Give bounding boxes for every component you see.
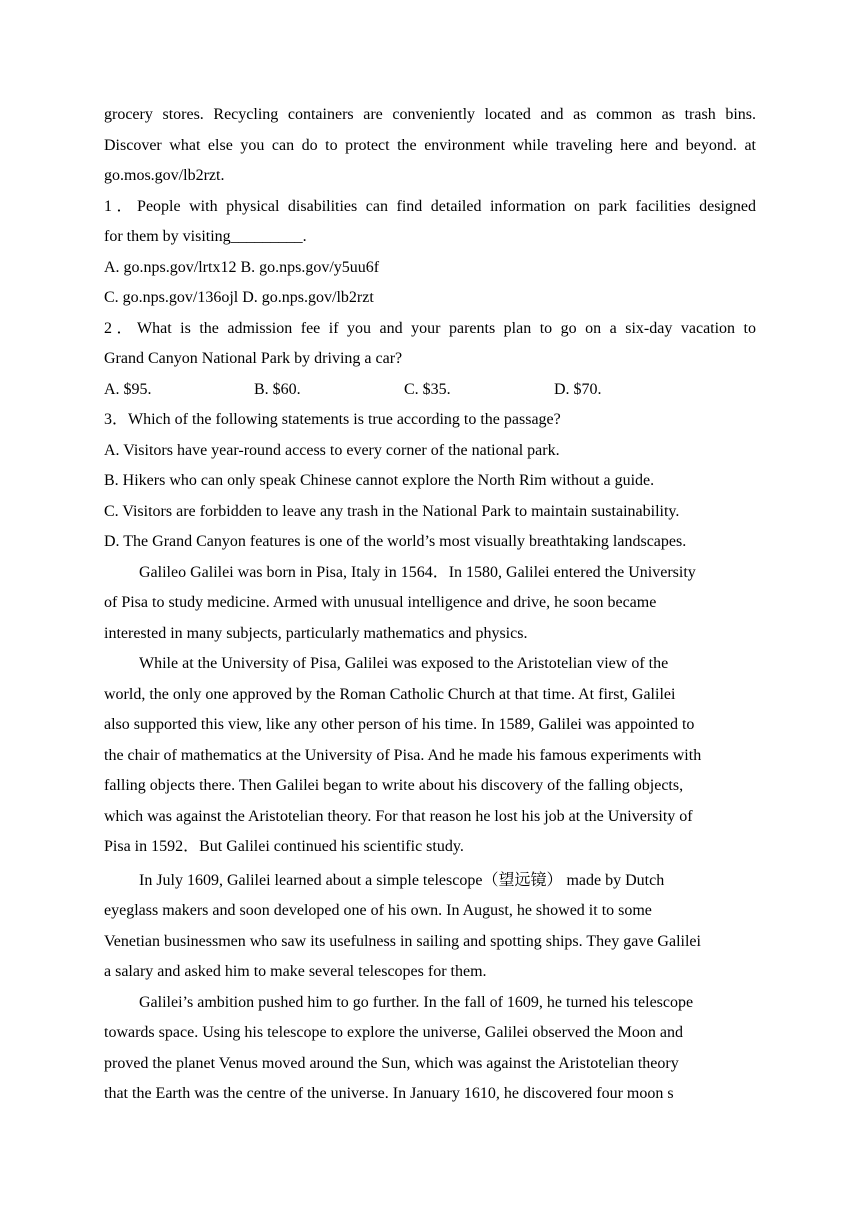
passage-a-ending [104, 100, 756, 192]
text-line: falling objects there. Then Galilei began to write about his discovery of the falling objects, [104, 777, 684, 794]
paragraph-2 [104, 649, 756, 863]
text-line: which was against the Aristotelian theory. For that reason he lost his job at the University of [104, 807, 693, 825]
answer-options: C. go.nps.gov/136ojl D. go.nps.gov/lb2rzt [104, 289, 374, 306]
option-a: A. $95. [104, 380, 152, 398]
option-d: D. $70. [554, 380, 602, 398]
question-stem: 2．What is the admission fee if you and your parents plan to go on a six-day vacation to [104, 319, 756, 337]
option-d: D. The Grand Canyon features is one of the world’s most visually breathtaking landscapes. [104, 533, 687, 550]
text-line: that the Earth was the centre of the universe. In January 1610, he discovered four moon s [104, 1085, 674, 1102]
text-line: Pisa in 1592．But Galilei continued his scientific study. [104, 838, 464, 855]
option-b: B. $60. [254, 380, 301, 398]
passage-b [104, 558, 756, 1110]
text-line: eyeglass makers and soon developed one of his own. In August, he showed it to some [104, 902, 652, 919]
text-line: Galileo Galilei was born in Pisa, Italy in 1564．In 1580, Galilei entered the University [139, 563, 696, 581]
text-line: In July 1609, Galilei learned about a simple telescope（望远镜） made by Dutch [139, 871, 665, 889]
option-c: C. $35. [404, 380, 451, 398]
text-line: proved the planet Venus moved around the Sun, which was against the Aristotelian theory [104, 1054, 679, 1072]
text-line: Galilei’s ambition pushed him to go further. In the fall of 1609, he turned his telescope [139, 993, 694, 1011]
text-line: interested in many subjects, particularly mathematics and physics. [104, 624, 528, 642]
question-stem: 3．Which of the following statements is true according to the passage? [104, 411, 561, 428]
text-line: Discover what else you can do to protect the environment while traveling here and beyond. at [104, 136, 756, 154]
text-line: world, the only one approved by the Roman Catholic Church at that time. At first, Galilei [104, 685, 676, 703]
text-line: go.mos.gov/lb2rzt. [104, 167, 225, 184]
answer-options [104, 375, 756, 406]
question-stem: Grand Canyon National Park by driving a car? [104, 350, 403, 367]
answer-options: A. go.nps.gov/lrtx12 B. go.nps.gov/y5uu6f [104, 258, 380, 276]
option-c: C. Visitors are forbidden to leave any trash in the National Park to maintain sustainability. [104, 502, 680, 520]
text-line: towards space. Using his telescope to explore the universe, Galilei observed the Moon and [104, 1024, 683, 1041]
text-line: the chair of mathematics at the University of Pisa. And he made his famous experiments with [104, 746, 702, 764]
question-stem: for them by visiting_________. [104, 228, 307, 245]
question-stem: 1．People with physical disabilities can find detailed information on park facilities designed [104, 197, 756, 215]
paragraph-4 [104, 988, 756, 1110]
text-line: grocery stores. Recycling containers are conveniently located and as common as trash bins. [104, 106, 756, 123]
text-line: a salary and asked him to make several telescopes for them. [104, 963, 487, 980]
option-b: B. Hikers who can only speak Chinese cannot explore the North Rim without a guide. [104, 472, 655, 489]
text-line: of Pisa to study medicine. Armed with unusual intelligence and drive, he soon became [104, 594, 657, 611]
paragraph-3 [104, 866, 756, 988]
question-1 [104, 192, 756, 314]
text-line: also supported this view, like any other person of his time. In 1589, Galilei was appointed to [104, 716, 695, 733]
text-line: While at the University of Pisa, Galilei was exposed to the Aristotelian view of the [139, 655, 669, 672]
option-a: A. Visitors have year-round access to every corner of the national park. [104, 441, 560, 459]
question-2 [104, 314, 756, 406]
document-page [104, 100, 756, 1110]
paragraph-1 [104, 558, 756, 650]
text-line: Venetian businessmen who saw its usefulness in sailing and spotting ships. They gave Galilei [104, 932, 701, 950]
question-3 [104, 405, 756, 558]
